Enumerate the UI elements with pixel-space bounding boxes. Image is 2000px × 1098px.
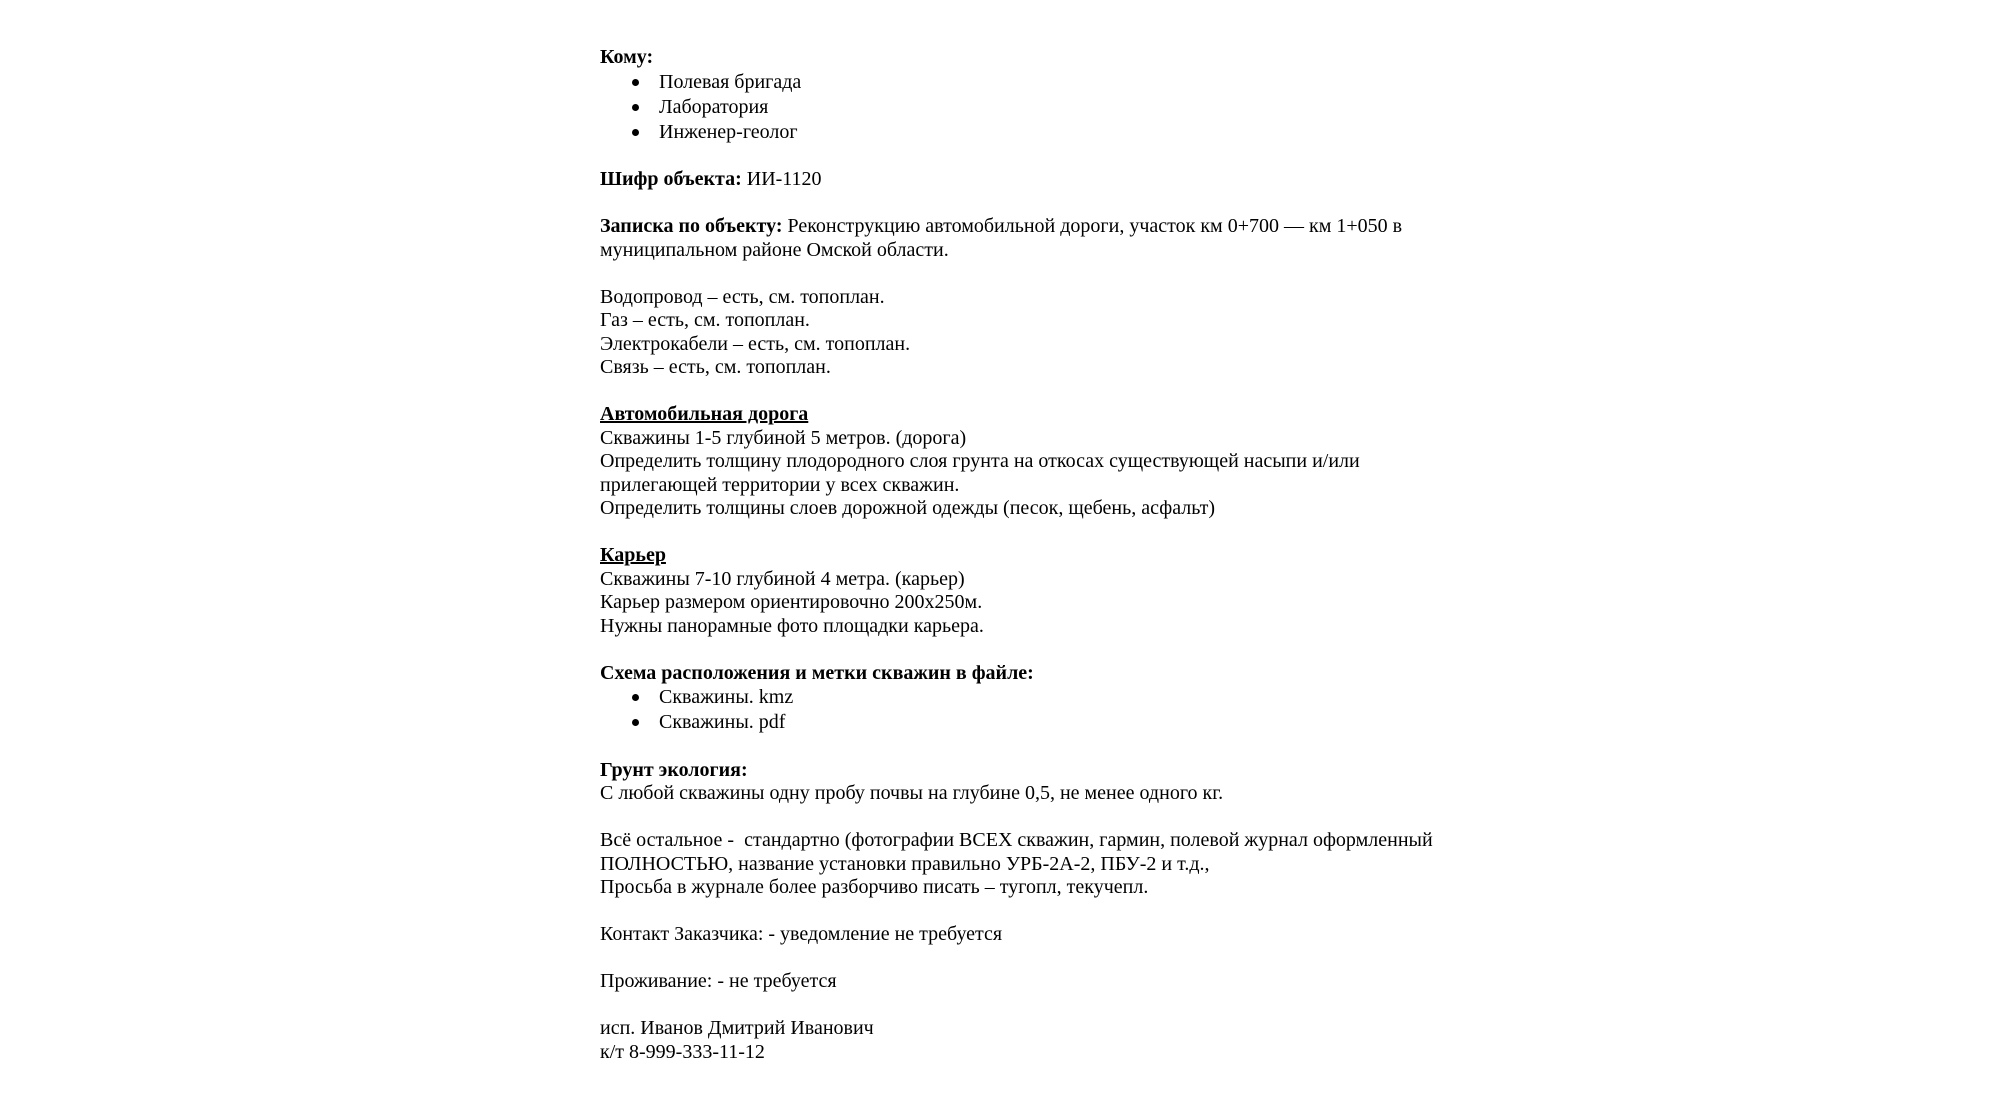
object-note: Записка по объекту: Реконструкцию автомобильной дороги, участок км 0+700 — км 1+050 в [600,215,1403,237]
road-line: Скважины 1-5 глубиной 5 метров. (дорога) [600,426,967,449]
road-heading: Автомобильная дорога [600,403,809,425]
road-line: прилегающей территории у всех скважин. [600,473,960,496]
quarry-heading: Карьер [600,544,666,566]
utility-electric: Электрокабели – есть, см. топоплан. [600,332,911,355]
scheme-label: Схема расположения и метки скважин в файле: [600,661,1034,684]
object-code: Шифр объекта: ИИ-1120 [600,168,822,190]
road-line: Определить толщины слоев дорожной одежды (песок, щебень, асфальт) [600,497,1215,519]
soil-label: Грунт экология: [600,758,748,781]
signature-phone: к/т 8-999-333-11-12 [600,1040,765,1063]
utility-comm: Связь – есть, см. топоплан. [600,356,831,378]
soil-text: С любой скважины одну пробу почвы на глубине 0,5, не менее одного кг. [600,782,1224,804]
list-item: Скважины. kmz [630,685,1500,710]
lodging: Проживание: - не требуется [600,970,837,992]
quarry-line: Нужны панорамные фото площадки карьера. [600,614,984,637]
quarry-line: Скважины 7-10 глубиной 4 метра. (карьер) [600,567,965,590]
signature-name: исп. Иванов Дмитрий Иванович [600,1017,874,1039]
list-item: Инженер-геолог [630,120,1500,145]
object-note-cont: муниципальном районе Омской области. [600,238,949,261]
utility-gas: Газ – есть, см. топоплан. [600,309,810,331]
document-page [600,46,1500,1064]
rest-line: ПОЛНОСТЬЮ, название установки правильно УРБ-2А-2, ПБУ-2 и т.д., [600,852,1210,875]
rest-line: Просьба в журнале более разборчиво писать – тугопл, текучепл. [600,876,1149,898]
road-line: Определить толщину плодородного слоя грунта на откосах существующей насыпи и/или [600,450,1360,472]
recipients-list [600,70,1500,145]
rest-line: Всё остальное - стандартно (фотографии ВСЕХ скважин, гармин, полевой журнал оформленный [600,829,1433,851]
customer-contact: Контакт Заказчика: - уведомление не требуется [600,923,1003,945]
scheme-files-list [600,685,1500,735]
quarry-line: Карьер размером ориентировочно 200х250м. [600,591,983,613]
to-label: Кому: [600,46,654,68]
list-item: Лаборатория [630,95,1500,120]
list-item: Скважины. pdf [630,710,1500,735]
list-item: Полевая бригада [630,70,1500,95]
utility-water: Водопровод – есть, см. топоплан. [600,285,885,308]
